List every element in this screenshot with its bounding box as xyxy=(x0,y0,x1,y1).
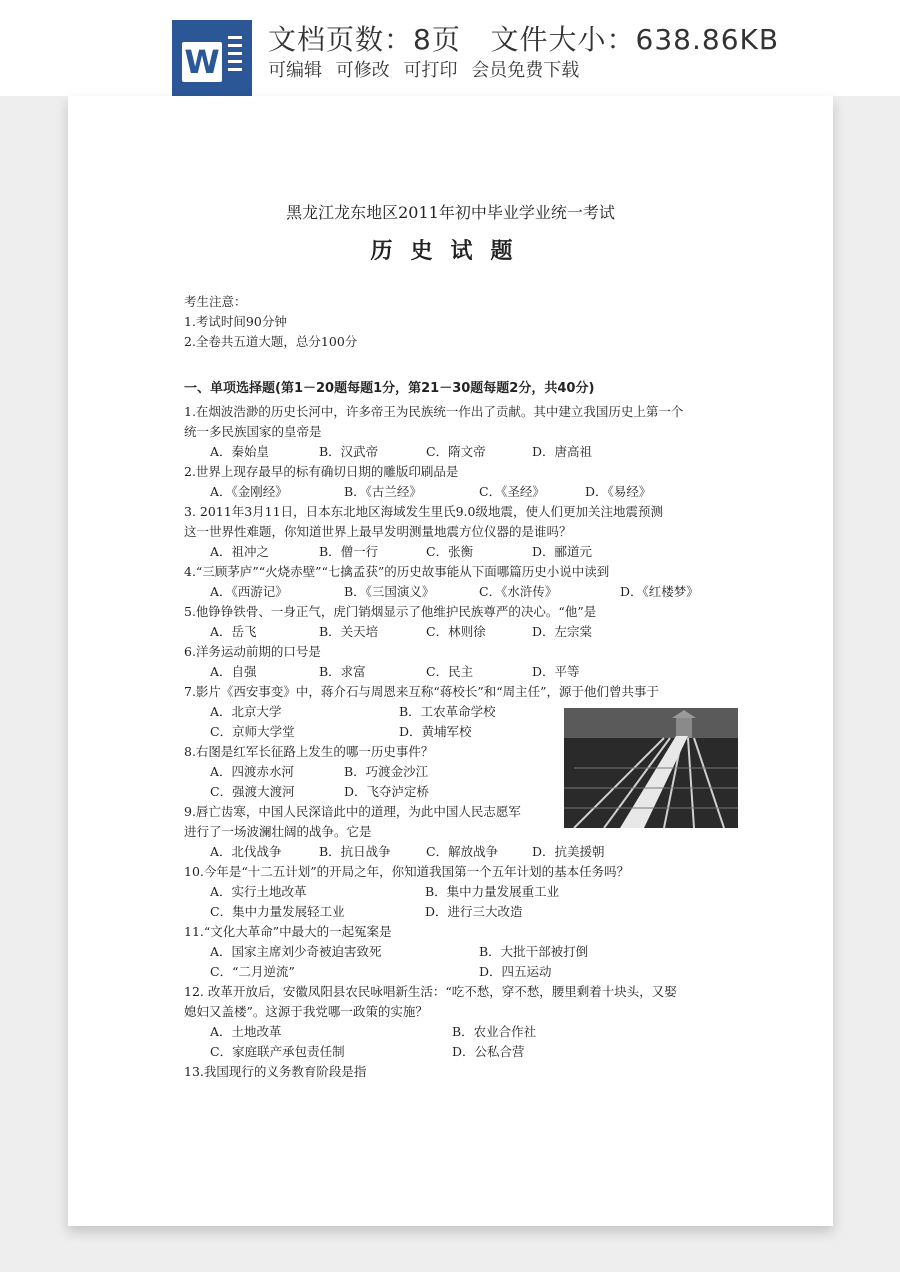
question-13-stem: 13.我国现行的义务教育阶段是指 xyxy=(184,1064,367,1079)
question-9-stem: 9.唇亡齿寒，中国人民深谙此中的道理，为此中国人民志愿军 xyxy=(184,804,521,819)
question-8-option: A．四渡赤水河 xyxy=(210,764,295,779)
question-3-option: B．僧一行 xyxy=(319,544,379,559)
question-3-stem: 这一世界性难题，你知道世界上最早发明测量地震方位仪器的是谁吗？ xyxy=(184,524,572,539)
question-8-option: B．巧渡金沙江 xyxy=(344,764,429,779)
question-1-option: C．隋文帝 xyxy=(426,444,486,459)
question-7-option: C．京师大学堂 xyxy=(210,724,295,739)
question-3-option: D．郦道元 xyxy=(532,544,593,559)
question-1-option: A．秦始皇 xyxy=(210,444,270,459)
question-5-option: B．关天培 xyxy=(319,624,379,639)
question-2-stem: 2.世界上现存最早的标有确切日期的雕版印刷品是 xyxy=(184,464,459,479)
question-9-option: A．北伐战争 xyxy=(210,844,282,859)
note-line: 2.全卷共五道大题，总分100分 xyxy=(184,334,358,349)
question-10-option: D．进行三大改造 xyxy=(425,904,523,919)
section-heading: 一、单项选择题(第1－20题每题1分，第21－30题每题2分，共40分) xyxy=(184,381,595,396)
photo-luding-bridge xyxy=(564,708,738,828)
question-5-stem: 5.他铮铮铁骨、一身正气，虎门销烟显示了他维护民族尊严的决心。“他”是 xyxy=(184,604,597,619)
question-3-option: C．张衡 xyxy=(426,544,474,559)
question-4-option: C．《水浒传》 xyxy=(479,584,558,599)
page-count: 文档页数：8页 xyxy=(268,23,461,56)
question-9-option: D．抗美援朝 xyxy=(532,844,605,859)
question-3-option: A．祖冲之 xyxy=(210,544,270,559)
document-page xyxy=(68,96,833,1226)
question-12-stem: 媳妇又盖楼”。这源于我党哪一政策的实施？ xyxy=(184,1004,428,1019)
question-1-stem: 统一多民族国家的皇帝是 xyxy=(184,424,322,439)
question-10-option: B．集中力量发展重工业 xyxy=(425,884,560,899)
question-2-option: B．《古兰经》 xyxy=(344,484,422,499)
question-12-option: D．公私合营 xyxy=(452,1044,525,1059)
question-1-stem: 1.在烟波浩渺的历史长河中，许多帝王为民族统一作出了贡献。其中建立我国历史上第一个 xyxy=(184,404,684,419)
question-1-option: B．汉武帝 xyxy=(319,444,379,459)
question-2-option: A．《金刚经》 xyxy=(210,484,288,499)
question-7-option: A．北京大学 xyxy=(210,704,282,719)
question-5-option: C．林则徐 xyxy=(426,624,486,639)
question-9-option: B．抗日战争 xyxy=(319,844,391,859)
question-12-option: B．农业合作社 xyxy=(452,1024,537,1039)
question-4-stem: 4.“三顾茅庐”“火烧赤壁”“七擒孟获”的历史故事能从下面哪篇历史小说中读到 xyxy=(184,564,610,579)
question-6-option: B．求富 xyxy=(319,664,366,679)
question-12-stem: 12. 改革开放后，安徽凤阳县农民咏唱新生活：“吃不愁，穿不愁，腰里剩着十块头，又娶 xyxy=(184,984,677,999)
question-8-stem: 8.右图是红军长征路上发生的哪一历史事件？ xyxy=(184,744,434,759)
question-8-option: C．强渡大渡河 xyxy=(210,784,295,799)
download-banner xyxy=(0,0,900,96)
question-10-option: C．集中力量发展轻工业 xyxy=(210,904,345,919)
question-3-stem: 3. 2011年3月11日，日本东北地区海域发生里氏9.0级地震，使人们更加关注地震预测 xyxy=(184,504,663,519)
question-11-option: D．四五运动 xyxy=(479,964,552,979)
feature-member-download: 会员免费下载 xyxy=(471,60,580,81)
question-5-option: A．岳飞 xyxy=(210,624,257,639)
notes-heading: 考生注意： xyxy=(184,294,247,309)
question-11-option: B．大批干部被打倒 xyxy=(479,944,589,959)
file-size: 文件大小：638.86KB xyxy=(490,23,780,56)
word-document-icon xyxy=(172,20,252,96)
question-9-option: C．解放战争 xyxy=(426,844,499,859)
question-10-option: A．实行土地改革 xyxy=(210,884,307,899)
feature-editable: 可编辑 xyxy=(268,60,322,81)
word-letter: W xyxy=(182,42,222,82)
question-11-stem: 11.“文化大革命”中最大的一起冤案是 xyxy=(184,924,392,939)
feature-list xyxy=(268,56,587,82)
question-1-option: D．唐高祖 xyxy=(532,444,593,459)
question-7-option: D．黄埔军校 xyxy=(399,724,472,739)
feature-modifiable: 可修改 xyxy=(335,60,390,81)
question-11-option: A．国家主席刘少奇被迫害致死 xyxy=(210,944,382,959)
file-info xyxy=(268,18,779,58)
question-7-option: B．工农革命学校 xyxy=(399,704,496,719)
exam-title: 黑龙江龙东地区2011年初中毕业学业统一考试 xyxy=(286,203,615,222)
question-2-option: D．《易经》 xyxy=(585,484,652,499)
question-5-option: D．左宗棠 xyxy=(532,624,593,639)
question-12-option: C．家庭联产承包责任制 xyxy=(210,1044,345,1059)
exam-document xyxy=(68,96,833,1226)
question-8-option: D．飞夺泸定桥 xyxy=(344,784,430,799)
question-12-option: A．土地改革 xyxy=(210,1024,282,1039)
question-6-stem: 6.洋务运动前期的口号是 xyxy=(184,644,321,659)
question-10-stem: 10.今年是“十二五计划”的开局之年，你知道我国第一个五年计划的基本任务吗？ xyxy=(184,864,630,879)
question-6-option: D．平等 xyxy=(532,664,580,679)
feature-printable: 可打印 xyxy=(403,60,458,81)
question-4-option: B．《三国演义》 xyxy=(344,584,435,599)
question-6-option: A．自强 xyxy=(210,664,257,679)
question-11-option: C．“二月逆流” xyxy=(210,964,295,979)
question-2-option: C．《圣经》 xyxy=(479,484,545,499)
question-6-option: C．民主 xyxy=(426,664,474,679)
question-9-stem: 进行了一场波澜壮阔的战争。它是 xyxy=(184,824,372,839)
question-7-stem: 7.影片《西安事变》中，蒋介石与周恩来互称“蒋校长”和“周主任”，源于他们曾共事于 xyxy=(184,684,659,699)
note-line: 1.考试时间90分钟 xyxy=(184,314,287,329)
question-4-option: A．《西游记》 xyxy=(210,584,288,599)
question-4-option: D．《红楼梦》 xyxy=(620,584,699,599)
exam-subject: 历史试题 xyxy=(370,238,531,264)
